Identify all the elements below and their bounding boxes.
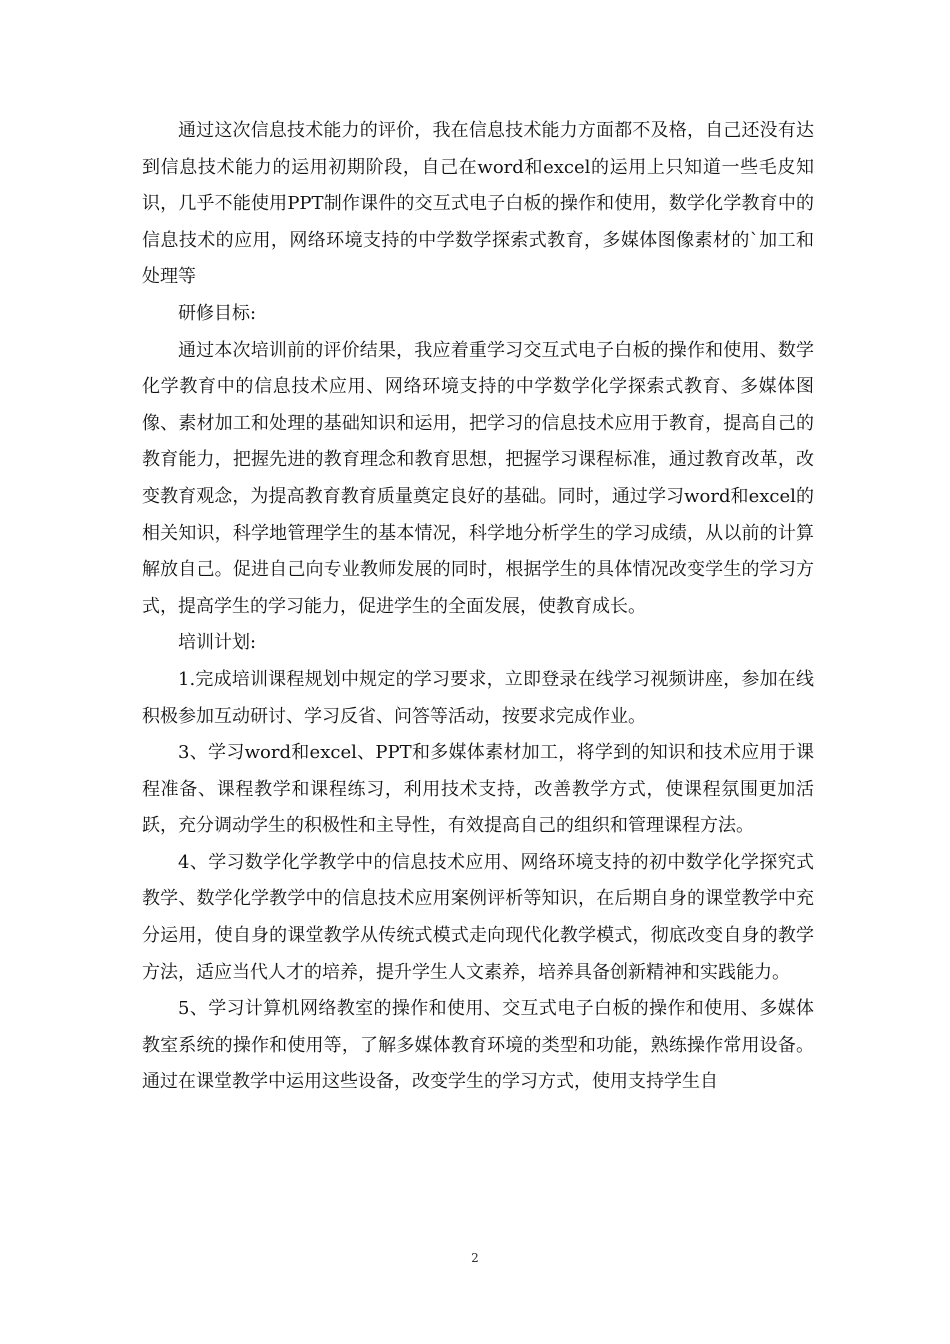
paragraph-self-assessment: 通过这次信息技术能力的评价，我在信息技术能力方面都不及格，自己还没有达到信息技术能力的运用初期阶段，自己在word和excel的运用上只知道一些毛皮知识，几乎不能使用PPT制作课件的交互式电子白板的操作和使用，数学化学教育中的信息技术的应用，网络环境支持的中学数学探索式教育，多媒体图像素材的`加工和处理等 xyxy=(142,120,814,288)
paragraph-plan-item-4: 4、学习数学化学教学中的信息技术应用、网络环境支持的初中数学化学探究式教学、数学化学教学中的信息技术应用案例评析等知识，在后期自身的课堂教学中充分运用，使自身的课堂教学从传统式模式走向现代化教学模式，彻底改变自身的教学方法，适应当代人才的培养，提升学生人文素养，培养具备创新精神和实践能力。 xyxy=(142,851,814,983)
heading-training-plan: 培训计划: xyxy=(178,632,257,654)
paragraph-study-goals: 通过本次培训前的评价结果，我应着重学习交互式电子白板的操作和使用、数学化学教育中的信息技术应用、网络环境支持的中学数学化学探索式教育、多媒体图像、素材加工和处理的基础知识和运用，把学习的信息技术应用于教育，提高自己的教育能力，把握先进的教育理念和教育思想，把握学习课程标准，通过教育改革，改变教育观念，为提高教育教育质量奠定良好的基础。同时，通过学习word和excel的相关知识，科学地管理学生的基本情况，科学地分析学生的学习成绩，从以前的计算解放自己。促进自己向专业教师发展的同时，根据学生的具体情况改变学生的学习方式，提高学生的学习能力，促进学生的全面发展，使教育成长。 xyxy=(142,339,814,617)
document-body xyxy=(142,113,814,1101)
paragraph-plan-item-5: 5、学习计算机网络教室的操作和使用、交互式电子白板的操作和使用、多媒体教室系统的操作和使用等，了解多媒体教育环境的类型和功能，熟练操作常用设备。通过在课堂教学中运用这些设备，改变学生的学习方式，使用支持学生自 xyxy=(142,998,814,1093)
paragraph-plan-item-3: 3、学习word和excel、PPT和多媒体素材加工，将学到的知识和技术应用于课程准备、课程教学和课程练习，利用技术支持，改善教学方式，使课程氛围更加活跃，充分调动学生的积极性和主导性，有效提高自己的组织和管理课程方法。 xyxy=(142,742,814,837)
paragraph-plan-item-1: 1.完成培训课程规划中规定的学习要求，立即登录在线学习视频讲座，参加在线积极参加互动研讨、学习反省、问答等活动，按要求完成作业。 xyxy=(142,668,814,727)
page-number: 2 xyxy=(471,1251,479,1265)
heading-study-goals: 研修目标: xyxy=(178,302,257,324)
